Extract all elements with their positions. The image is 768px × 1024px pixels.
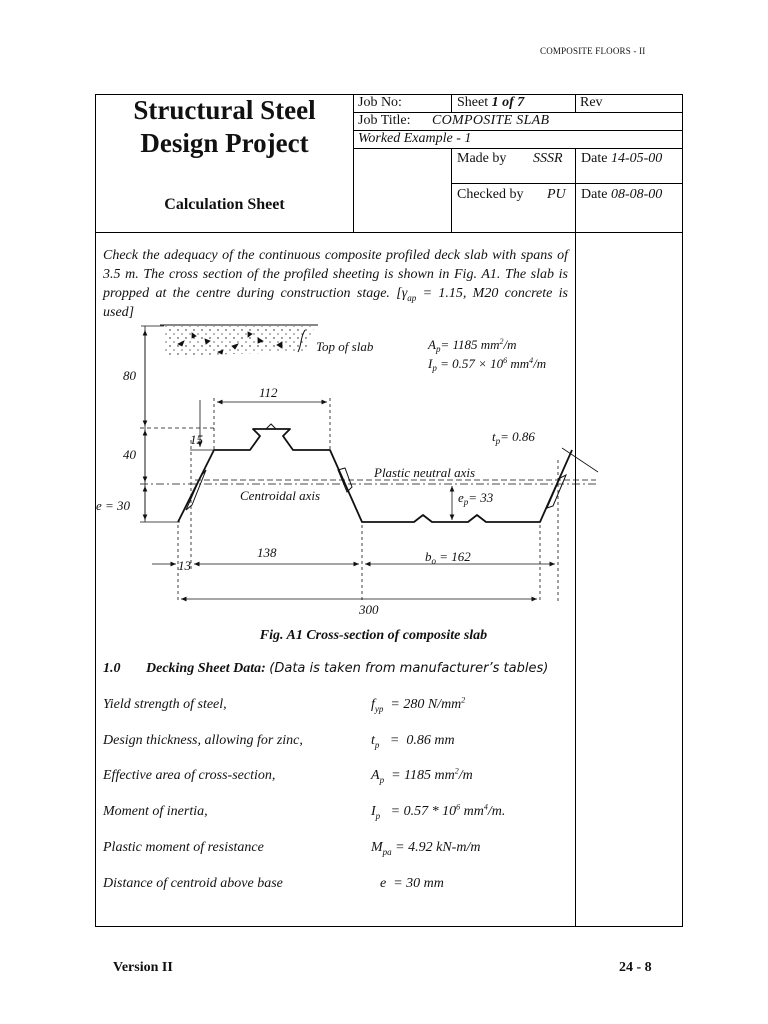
gamma-symbol: γ xyxy=(401,286,408,301)
made-by-label: Made by xyxy=(457,151,507,166)
row-label: Design thickness, allowing for zinc, xyxy=(103,733,303,748)
ap-annotation: $A_p= 1185$ $mm^2/m$ xyxy=(428,337,517,354)
row-value: e = 30 mm xyxy=(380,876,444,891)
figure-caption: Fig. A1 Cross-section of composite slab xyxy=(259,628,488,643)
divider xyxy=(353,94,354,232)
worked-example: Worked Example - 1 xyxy=(358,131,472,146)
checked-by-value: PU xyxy=(547,187,566,202)
page-header: COMPOSITE FLOORS - II xyxy=(540,46,646,56)
rev-label: Rev xyxy=(580,95,603,110)
dim-112-label: 112 xyxy=(259,385,278,400)
title-line-1: Structural Steel xyxy=(133,95,316,125)
title-line-2: Design Project xyxy=(140,128,309,158)
top-of-slab-label: Top of slab xyxy=(316,339,374,354)
job-no-label: Job No: xyxy=(358,95,402,110)
sheet-value: 1 of 7 xyxy=(491,95,525,110)
checked-date xyxy=(581,187,662,203)
tp-label: $t_p= 0.86$ xyxy=(492,429,535,446)
row-label: Yield strength of steel, xyxy=(103,697,227,712)
row-value: $A_p = 1185$ $mm^2/m$ xyxy=(371,766,473,785)
section-number: 1.0 xyxy=(103,661,121,676)
row-label: Distance of centroid above base xyxy=(103,876,283,891)
row-value: $I_p = 0.57 * 10^6$ $mm^4/m$. xyxy=(371,802,506,821)
divider xyxy=(451,183,683,184)
checked-date-value: 08-08-00 xyxy=(610,187,663,202)
dim-40-label: 40 xyxy=(123,447,136,462)
job-title-value: COMPOSITE SLAB xyxy=(432,113,550,128)
row-value: $t_p = 0.86$ mm xyxy=(371,733,455,750)
intro-tail: = 1.15, M20 concrete is used] xyxy=(103,286,568,320)
row-value: $f_{yp} = 280$ $N/mm^2$ xyxy=(371,695,466,714)
divider xyxy=(451,94,452,112)
problem-statement xyxy=(103,246,568,322)
web-embossment xyxy=(186,470,206,510)
calculation-sheet-label: Calculation Sheet xyxy=(164,196,285,213)
section-title: Decking Sheet Data: xyxy=(146,661,266,676)
dim-13-label: 13 xyxy=(178,558,191,573)
dim-300-label: 300 xyxy=(359,602,379,617)
made-by-value: SSSR xyxy=(533,151,563,166)
ep-label: $e_p= 33$ xyxy=(458,490,494,507)
dim-138-label: 138 xyxy=(257,545,277,560)
row-label: Moment of inertia, xyxy=(103,804,208,819)
ip-annotation: $I_p = 0.57 \times 10^6$ $mm^4/m$ xyxy=(428,356,547,373)
sheet-cell xyxy=(457,95,524,111)
dim-80-label: 80 xyxy=(123,368,136,383)
cross-section-figure xyxy=(95,318,615,624)
sheet-label: Sheet xyxy=(457,95,489,110)
centroidal-axis-label: Centroidal axis xyxy=(240,488,321,503)
divider xyxy=(353,148,683,149)
divider xyxy=(95,232,683,233)
row-value: $M_{pa} = 4.92$ kN-m/m xyxy=(371,840,481,857)
section-heading xyxy=(103,661,548,677)
row-label: Plastic moment of resistance xyxy=(103,840,264,855)
job-title-label: Job Title: xyxy=(358,113,411,128)
dim-bo-label: $b_o = 162$ xyxy=(425,549,471,566)
e-label: e = 30 xyxy=(96,498,131,513)
date-label: Date xyxy=(581,187,608,202)
footer-version: Version II xyxy=(113,960,173,975)
gamma-subscript: ap xyxy=(407,292,417,303)
date-label: Date xyxy=(581,151,608,166)
divider xyxy=(451,148,452,232)
made-date-value: 14-05-00 xyxy=(610,151,663,166)
row-label: Effective area of cross-section, xyxy=(103,768,276,783)
checked-by-label: Checked by xyxy=(457,187,524,202)
pna-label: Plastic neutral axis xyxy=(374,465,476,480)
footer-page: 24 - 8 xyxy=(619,960,652,975)
section-note: (Data is taken from manufacturer’s tables) xyxy=(269,661,549,676)
intro-text: Check the adequacy of the continuous composite profiled deck slab with spans of 3.5 m. The cross section of the profiled sheeting is shown in Fig. A1. The slab is propped at the centre during construction stage. [ xyxy=(103,248,568,301)
divider xyxy=(575,94,576,112)
dim-15-label: 15 xyxy=(190,432,203,447)
concrete-hatch xyxy=(164,326,315,356)
made-date xyxy=(581,151,662,167)
